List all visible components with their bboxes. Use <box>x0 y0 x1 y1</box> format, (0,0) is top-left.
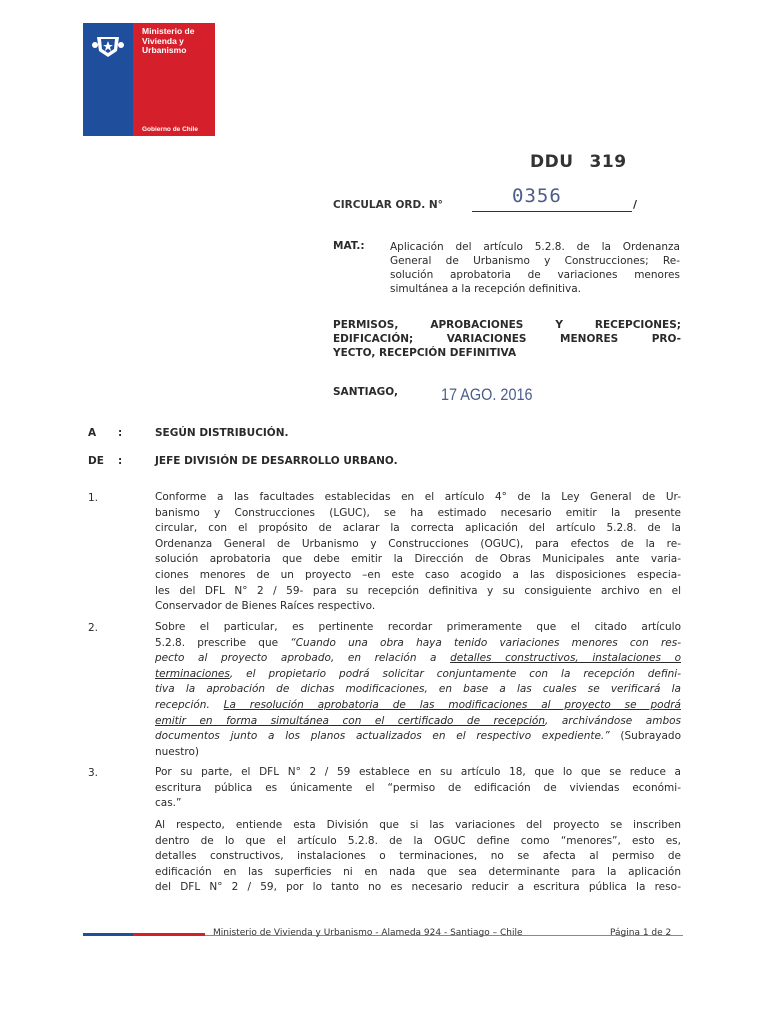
mat-text: Aplicación del artículo 5.2.8. de la Ordenanza General de Urbanismo y Construcciones; Re- solución aprobatoria de variaciones menores simultánea a la recepción definitiva. <box>390 241 680 295</box>
paragraph-2: Sobre el particular, es pertinente recordar primeramente que el citado artículo 5.2.8. prescribe que “Cuando una obra haya tenido variaciones menores con res- pecto al proyecto aprobado, en relación a detalles constructivos, instalaciones o terminaciones, el propietario podrá solicitar conjuntamente con la recepción defini- tiva la aprobación de dichas modificaciones, en base a las cuales se verificará la recepción. La resolución aprobatoria de las modificaciones al proyecto se podrá emitir en forma simultánea con el certificado de recepción, archivándose ambos documentos junto a los planos actualizados en el respectivo expediente.” (Subrayado nuestro) <box>155 621 681 758</box>
ddu-number: DDU 319 <box>530 152 627 172</box>
circular-slash: / <box>633 198 638 211</box>
paragraph-number-2: 2. <box>88 622 99 634</box>
mat-label: MAT.: <box>333 240 365 252</box>
paragraph-number-1: 1. <box>88 492 99 504</box>
logo-blue-band <box>83 23 133 136</box>
date-stamp: 17 AGO. 2016 <box>441 385 533 404</box>
paragraph-4: Al respecto, entiende esta División que si las variaciones del proyecto se inscriben dentro de lo que el artículo 5.2.8. de la OGUC define como “menores”, esto es, detalles constructivos, instalaciones o terminaciones, no se afecta al permiso de edificación en las superficies ni en nada que sea determinante para la aplicación del DFL N° 2 / 59, por lo tanto no es necesario reducir a escritura pública la reso- <box>155 819 681 894</box>
paragraph-3: Por su parte, el DFL N° 2 / 59 establece en su artículo 18, que lo que se reduce a escritura pública es únicamente el “permiso de edificación de viviendas económi- cas.” <box>155 766 681 810</box>
logo-government: Gobierno de Chile <box>142 126 198 133</box>
circular-number-stamp: 0356 <box>512 185 562 207</box>
footer-blue-bar <box>83 933 133 936</box>
place-label: SANTIAGO, <box>333 386 398 398</box>
coat-of-arms-icon <box>91 31 125 59</box>
ministry-logo <box>83 23 215 136</box>
from-value: JEFE DIVISIÓN DE DESARROLLO URBANO. <box>155 455 398 467</box>
to-value: SEGÚN DISTRIBUCIÓN. <box>155 427 289 439</box>
footer-red-bar <box>133 933 205 936</box>
logo-ministry-name: Ministerio de Vivienda y Urbanismo <box>142 26 195 55</box>
to-label: A <box>88 427 97 439</box>
paragraph-1: Conforme a las facultades establecidas en el artículo 4° de la Ley General de Ur- banismo y Construcciones (LGUC), se ha estimado necesario emitir la presente circular, con el propósito de aclarar la correcta aplicación del artículo 5.2.8. de la Ordenanza General de Urbanismo y Construcciones (OGUC), para efectos de la re- solución aprobatoria que debe emitir la Dirección de Obras Municipales ante varia- ciones menores de un proyecto –en este caso acogido a las disposiciones especia- les del DFL N° 2 / 59- para su recepción definitiva y su consiguiente archivo en el Conservador de Bienes Raíces respectivo. <box>155 491 681 613</box>
subject-keywords: PERMISOS, APROBACIONES Y RECEPCIONES; EDIFICACIÓN; VARIACIONES MENORES PRO- YECTO, RECEPCIÓN DEFINITIVA <box>333 319 681 359</box>
from-label: DE <box>88 455 104 467</box>
page-number: Página 1 de 2 <box>610 928 672 938</box>
footer-address: Ministerio de Vivienda y Urbanismo - Alameda 924 - Santiago – Chile <box>213 928 523 938</box>
paragraph-number-3: 3. <box>88 767 99 779</box>
circular-underline <box>472 211 632 212</box>
to-colon: : <box>118 427 123 439</box>
circular-label: CIRCULAR ORD. N° <box>333 199 443 211</box>
from-colon: : <box>118 455 123 467</box>
